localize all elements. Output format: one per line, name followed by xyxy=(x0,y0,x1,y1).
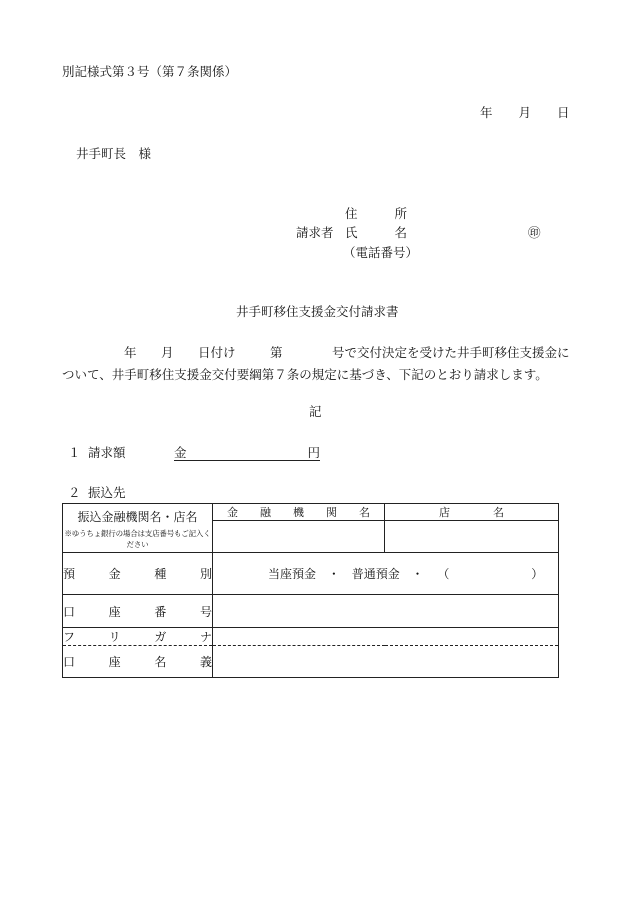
account-number-input[interactable] xyxy=(213,595,559,628)
body-line-2: ついて、井手町移住支援金交付要綱第７条の規定に基づき、下記のとおり請求します。 xyxy=(62,367,548,382)
bank-label-cell xyxy=(63,504,213,553)
option-ordinary[interactable]: 普通預金 xyxy=(351,567,400,581)
account-number-label: 口 座 番 号 xyxy=(63,595,213,628)
body-rest: 号で交付決定を受けた井手町移住支援金に xyxy=(332,345,570,360)
body-year: 年 xyxy=(124,345,137,360)
date-line xyxy=(480,107,570,120)
date-month: 月 xyxy=(518,105,532,120)
seal-mark: ㊞ xyxy=(528,225,541,240)
account-holder-label: 口 座 名 義 xyxy=(63,646,213,678)
document-title: 井手町移住支援金交付請求書 xyxy=(236,304,399,319)
date-day: 日 xyxy=(557,105,570,120)
option-checking[interactable]: 当座預金 xyxy=(268,567,317,581)
addressee: 井手町長 様 xyxy=(76,146,152,161)
amount-suffix: 円 xyxy=(307,445,320,460)
amount-prefix: 金 xyxy=(174,445,187,460)
item2-number: ２ xyxy=(68,485,81,500)
phone-label: （電話番号） xyxy=(343,245,419,260)
body-month: 月 xyxy=(161,345,174,360)
option-other-open: （ xyxy=(437,567,450,581)
bank-label: 振込金融機関名・店名 xyxy=(77,510,198,524)
form-number: 別記様式第３号（第７条関係） xyxy=(62,64,238,79)
bank-name-input[interactable] xyxy=(213,521,385,553)
furigana-label: フ リ ガ ナ xyxy=(63,628,213,646)
body-day-dated: 日付け xyxy=(198,345,236,360)
body-line-1 xyxy=(62,345,570,361)
branch-name-header: 店 名 xyxy=(385,504,559,521)
bank-transfer-table xyxy=(62,503,559,678)
item2-label: 振込先 xyxy=(88,485,126,500)
date-year: 年 xyxy=(480,105,493,120)
account-holder-input[interactable] xyxy=(213,646,559,678)
account-type-label: 預 金 種 別 xyxy=(63,553,213,595)
item1-label: 請求額 xyxy=(88,445,126,460)
requester-role-label: 請求者 xyxy=(296,225,334,240)
account-type-options[interactable]: 当座預金 ・ 普通預金 ・ （ ） xyxy=(213,553,559,595)
name-label: 氏 名 xyxy=(345,225,407,240)
item1-number: １ xyxy=(68,445,81,460)
bank-note: ※ゆうちょ銀行の場合は支店番号もご記入ください xyxy=(64,529,211,549)
bank-name-header: 金 融 機 関 名 xyxy=(213,504,385,521)
ki-heading: 記 xyxy=(309,404,322,419)
address-label: 住 所 xyxy=(345,206,407,221)
amount-field[interactable] xyxy=(174,446,320,461)
branch-name-input[interactable] xyxy=(385,521,559,553)
option-other-close: ） xyxy=(531,567,544,581)
furigana-input[interactable] xyxy=(213,628,559,646)
body-dai: 第 xyxy=(270,345,283,360)
